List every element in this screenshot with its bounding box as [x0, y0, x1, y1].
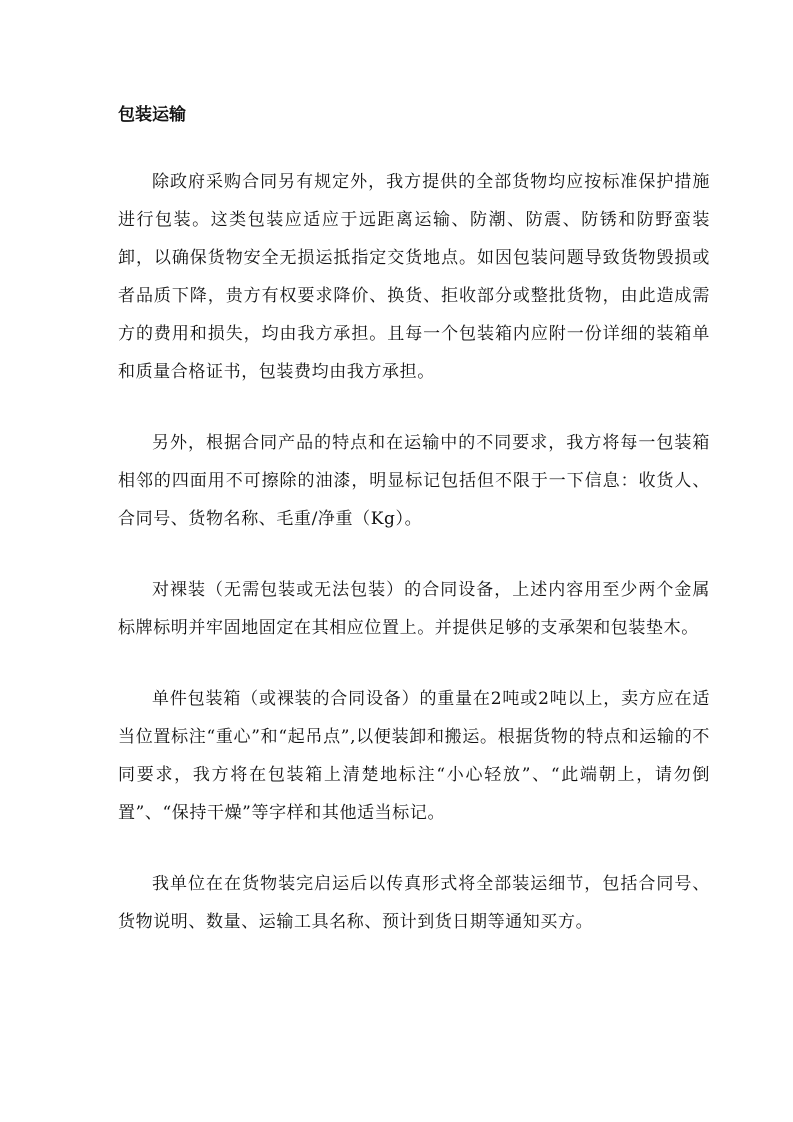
document-page: [118, 100, 710, 974]
paragraph-packaging-standard: 除政府采购合同另有规定外，我方提供的全部货物均应按标准保护措施进行包装。这类包装应适应于远距离运输、防潮、防震、防锈和防野蛮装卸，以确保货物安全无损运抵指定交货地点。如因包装问题导致货物毁损或者品质下降，贵方有权要求降价、换货、拒收部分或整批货物，由此造成需方的费用和损失，均由我方承担。且每一个包装箱内应附一份详细的装箱单和质量合格证书，包装费均由我方承担。: [118, 172, 710, 382]
section-title: 包装运输: [118, 105, 186, 125]
paragraph-bare-equipment: 对裸装（无需包装或无法包装）的合同设备，上述内容用至少两个金属标牌标明并牢固地固定在其相应位置上。并提供足够的支承架和包装垫木。: [118, 580, 710, 638]
paragraph-shipping-notice: 我单位在在货物装完启运后以传真形式将全部装运细节，包括合同号、货物说明、数量、运输工具名称、预计到货日期等通知买方。: [118, 874, 710, 932]
paragraph-marking: 另外，根据合同产品的特点和在运输中的不同要求，我方将每一包装箱相邻的四面用不可擦除的油漆，明显标记包括但不限于一下信息：收货人、合同号、货物名称、毛重/净重（Kg）。: [118, 433, 710, 529]
paragraph-heavy-items: 单件包装箱（或裸装的合同设备）的重量在2吨或2吨以上，卖方应在适当位置标注“重心”和“起吊点”,以便装卸和搬运。根据货物的特点和运输的不同要求，我方将在包装箱上清楚地标注“小心轻放”、“此端朝上，请勿倒置”、“保持干燥”等字样和其他适当标记。: [118, 689, 710, 823]
